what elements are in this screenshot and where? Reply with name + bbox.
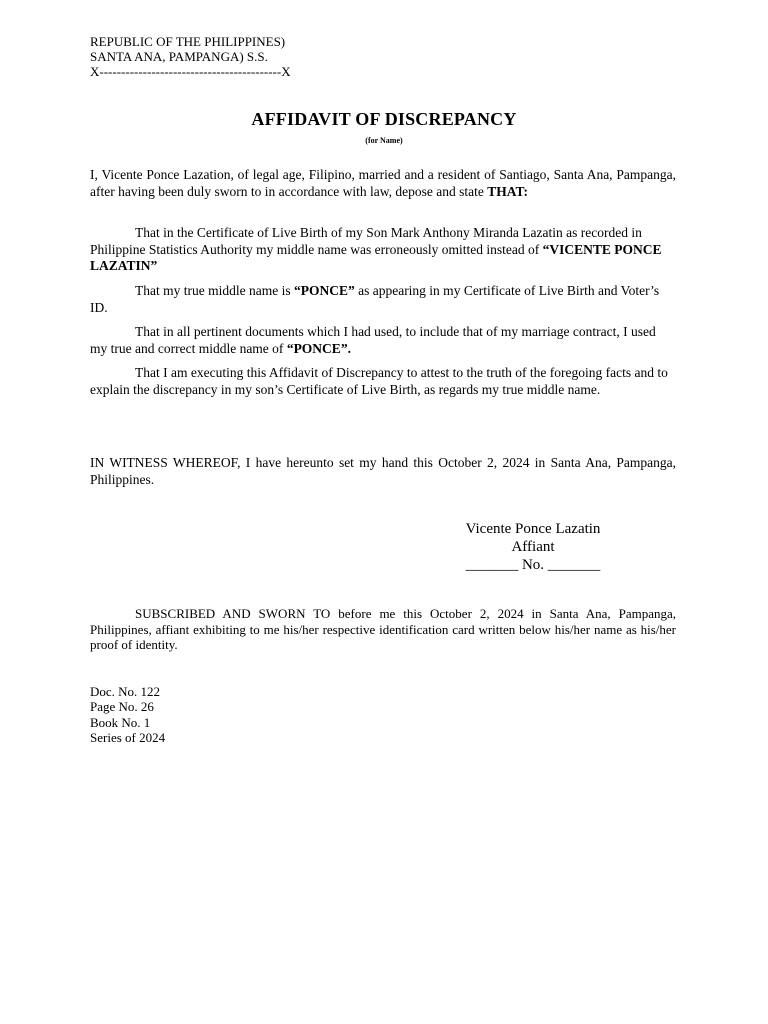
paragraph-2-before: That my true middle name is	[135, 283, 294, 298]
paragraph-3-bold: “PONCE”.	[286, 340, 351, 356]
paragraph-3	[90, 324, 676, 357]
intro-text: I, Vicente Ponce Lazation, of legal age, Filipino, married and a resident of Santiago, Santa Ana, Pampanga, after having been duly sworn to in accordance with law, depose and state	[90, 167, 676, 199]
paragraph-2	[90, 283, 676, 316]
paragraph-2-bold: “PONCE”	[293, 283, 355, 298]
affiant-role: Affiant	[511, 539, 555, 555]
affiant-id-line: _______ No. _______	[465, 557, 601, 573]
paragraph-2-after: as appearing in my Certificate of Live Birth and Voter’s ID.	[90, 283, 660, 315]
document-title: AFFIDAVIT OF DISCREPANCY	[251, 109, 517, 129]
witness-paragraph: IN WITNESS WHEREOF, I have hereunto set my hand this October 2, 2024 in Santa Ana, Pampanga, Philippines.	[90, 455, 676, 487]
affiant-name: Vicente Ponce Lazatin	[465, 521, 601, 537]
page-number: Page No. 26	[90, 699, 154, 714]
venue-separator: X------------------------------------------X	[90, 64, 291, 79]
intro-paragraph	[90, 167, 676, 200]
venue-line-province: SANTA ANA, PAMPANGA) S.S.	[90, 49, 268, 64]
doc-number: Doc. No. 122	[90, 684, 161, 699]
series-year: Series of 2024	[90, 730, 166, 745]
venue-line-republic: REPUBLIC OF THE PHILIPPINES)	[90, 34, 286, 49]
document-subtitle: (for Name)	[365, 136, 403, 145]
intro-bold: THAT:	[487, 183, 529, 199]
paragraph-4: That I am executing this Affidavit of Discrepancy to attest to the truth of the foregoing facts and to explain the discrepancy in my son’s Certificate of Live Birth, as regards my true middle name.	[90, 365, 668, 397]
paragraph-1-text: That in the Certificate of Live Birth of my Son Mark Anthony Miranda Lazatin as recorded in Philippine Statistics Authority my middle name was erroneously omitted instead of	[90, 225, 642, 257]
paragraph-3-before: That in all pertinent documents which I had used, to include that of my marriage contract, I used my true and correct middle name of	[90, 324, 656, 356]
paragraph-1	[90, 225, 676, 275]
paragraph-1-bold: “VICENTE PONCE LAZATIN”	[90, 241, 662, 273]
book-number: Book No. 1	[90, 715, 151, 730]
jurat-paragraph: SUBSCRIBED AND SWORN TO before me this October 2, 2024 in Santa Ana, Pampanga, Philippines, affiant exhibiting to me his/her respective identification card written below his/her name as his/her proof of identity.	[90, 606, 676, 652]
